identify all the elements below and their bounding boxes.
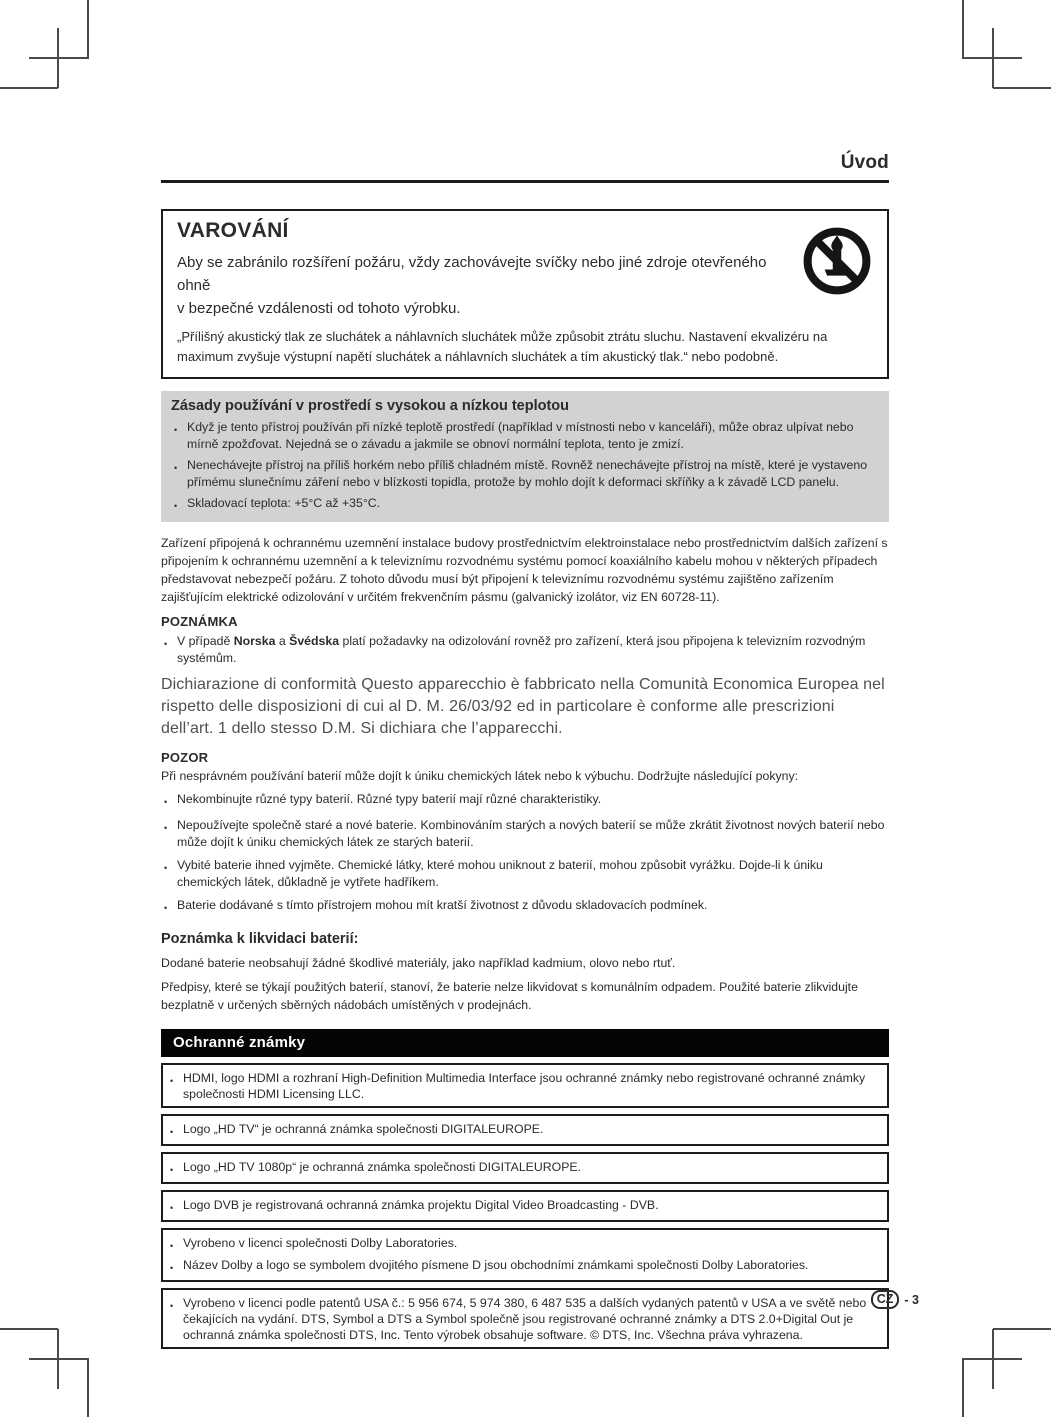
trademark-box-dolby [161,1228,889,1282]
list-item [167,1197,877,1216]
note-seg2: a [275,634,290,648]
page-content [161,152,889,1349]
bullet-icon: • [174,463,178,473]
caution-heading: POZOR [161,750,209,765]
battery-disposal-para2: Předpisy, které se týkají použitých baterií, stanoví, že baterie nelze likvidovat s komunálním odpadem. Použité baterie zlikvidujte bezplatně v určených sběrných nádobách umístěných v prodejnách. [161,980,858,1012]
list-item-text: Skladovací teplota: +5°C až +35°C. [187,496,381,510]
list-item-text: Nekombinujte různé typy baterií. Různé typy baterií mají různé charakteristiky. [177,792,602,806]
note-heading: POZNÁMKA [161,614,238,629]
declaration-paragraph: Dichiarazione di conformità Questo apparecchio è fabbricato nella Comunità Economica Europea nel rispetto delle disposizioni di cui al D. M. 26/03/92 ed in particolare è conforme alle prescrizioni dell’art. 1 dello stesso D.M. Si dichiara che l’apparecchi. [161,676,885,737]
list-item-text: Název Dolby a logo se symbolem dvojitého písmene D jsou obchodními známkami společnosti Dolby Laboratories. [183,1258,809,1272]
list-item-text: Logo DVB je registrovaná ochranná známka projektu Digital Video Broadcasting - DVB. [183,1198,659,1212]
bullet-icon: • [170,1127,174,1137]
note-seg1: V případě [177,634,234,648]
warning-box [161,209,889,379]
list-item [161,817,889,851]
list-item [167,1070,877,1102]
list-item [161,897,889,917]
list-item-text: Nepoužívejte společně staré a nové baterie. Kombinováním starých a nových baterií se může zkrátit životnost nových baterií nebo může dojít k úniku chemických látek ze starých baterií. [177,818,885,849]
list-item-text: Nenechávejte přístroj na příliš horkém nebo příliš chladném místě. Rovněž nenechávejte přístroj na místě, které je vystaveno přímému slunečnímu záření nebo v blízkosti topidla, protože by mohlo dojít k deformaci skříňky a k závadě LCD panelu. [187,458,868,489]
bullet-icon: • [164,903,168,913]
bullet-icon: • [170,1203,174,1213]
warning-title: VAROVÁNÍ [177,219,289,242]
list-item [167,1295,877,1343]
page-title: Úvod [161,152,889,183]
list-item-text: Baterie dodávané s tímto přístrojem mohou mít kratší životnost z důvodu skladovacích podmínek. [177,898,708,912]
temperature-guidelines-box [161,391,889,522]
list-item-text: Když je tento přístroj používán při nízké teplotě prostředí (například v místnosti nebo v kanceláři), může obraz ulpívat nebo mírně zpožďovat. Nejedná se o závadu a jakmile se obnoví normální teplota, tento je zmizí. [187,420,854,451]
list-item [161,791,889,811]
note-bold-norway: Norska [233,634,276,648]
temperature-box-title: Zásady používání v prostředí s vysokou a nízkou teplotou [171,398,570,414]
trademark-box-hdmi [161,1063,889,1108]
warning-intro-line2: v bezpečné vzdálenosti od tohoto výrobku. [177,300,461,317]
battery-disposal-heading: Poznámka k likvidaci baterií: [161,931,359,947]
page-number: - 3 [904,1292,919,1307]
bullet-icon: • [170,1165,174,1175]
list-item [167,1121,877,1140]
battery-disposal-para1: Dodané baterie neobsahují žádné škodlivé materiály, jako například kadmium, olovo nebo rtuť. [161,956,676,970]
caution-list [161,791,889,917]
bullet-icon: • [170,1076,174,1086]
warning-intro [177,251,873,320]
list-item-text: Vyrobeno v licenci podle patentů USA č.: 5 956 674, 5 974 380, 6 487 535 a dalších vydaných patentů v USA a ve světě nebo čekajících na vydání. DTS, Symbol a DTS a Symbol společně jsou registrované ochranné známky a DTS 2.0+Digital Out je ochranná známka společnosti DTS, Inc. Tento výrobek obsahuje software. © DTS, Inc. Všechna práva vyhrazena. [183,1296,867,1342]
bullet-icon: • [164,863,168,873]
bullet-icon: • [164,823,168,833]
bullet-icon: • [170,1263,174,1273]
list-item-text: Vybité baterie ihned vyjměte. Chemické látky, které mohou uniknout z baterií, mohou způsobit vyrážku. Dojde-li k úniku chemických látek, důkladně je vytřete hadříkem. [177,858,823,889]
list-item [171,495,879,515]
note-seg3: platí požadavky na odizolování rovněž pro zařízení, která jsou připojena k televizním rozvodným systémům. [177,634,866,665]
trademark-box-hdtv1080p [161,1152,889,1184]
note-bold-sweden: Švédska [289,634,340,648]
list-item [167,1159,877,1178]
no-open-flame-icon [801,225,873,297]
note-item [161,633,889,667]
list-item [167,1235,877,1254]
page-footer [871,1290,919,1309]
trademark-box-dts [161,1288,889,1349]
warning-note: „Přílišný akustický tlak ze sluchátek a náhlavních sluchátek může způsobit ztrátu sluchu. Nastavení ekvalizéru na maximum zvyšuje výstupní napětí sluchátek a náhlavních sluchátek a tím akustický tlak.“ nebo podobně. [177,329,828,364]
bullet-icon: • [174,501,178,511]
list-item-text: Logo „HD TV“ je ochranná známka společnosti DIGITALEUROPE. [183,1122,544,1136]
trademark-box-dvb [161,1190,889,1222]
caution-intro: Při nesprávném používání baterií může dojít k úniku chemických látek nebo k výbuchu. Dodržujte následující pokyny: [161,769,799,783]
list-item [161,857,889,891]
grounding-paragraph: Zařízení připojená k ochrannému uzemnění instalace budovy prostřednictvím elektroinstalace nebo prostřednictvím dalších zařízení s připojením k ochrannému uzemnění a k televiznímu rozvodnému systému pomocí koaxiálního kabelu mohou v některých případech představovat nebezpečí požáru. Z tohoto důvodu musí být připojení k televiznímu rozvodnému systému zajištěno zařízením zajišťujícím elektrické odizolování v určitém frekvenčním pásmu (galvanický izolátor, viz EN 60728-11). [161,536,888,604]
bullet-icon: • [164,639,168,649]
list-item [171,419,879,453]
list-item [171,457,879,491]
list-item-text: HDMI, logo HDMI a rozhraní High-Definition Multimedia Interface jsou ochranné známky nebo registrované ochranné známky společnosti HDMI Licensing LLC. [183,1071,866,1101]
trademarks-heading-bar: Ochranné známky [161,1029,889,1057]
bullet-icon: • [170,1241,174,1251]
list-item [167,1257,877,1276]
list-item-text: Logo „HD TV 1080p“ je ochranná známka společnosti DIGITALEUROPE. [183,1160,582,1174]
bullet-icon: • [174,425,178,435]
list-item-text: Vyrobeno v licenci společnosti Dolby Laboratories. [183,1236,458,1250]
region-badge: CZ [871,1290,900,1309]
warning-intro-line1: Aby se zabránilo rozšíření požáru, vždy zachovávejte svíčky nebo jiné zdroje otevřeného ohně [177,254,767,294]
bullet-icon: • [170,1301,174,1311]
trademark-box-hdtv [161,1114,889,1146]
note-item-text [177,633,889,667]
bullet-icon: • [164,797,168,807]
